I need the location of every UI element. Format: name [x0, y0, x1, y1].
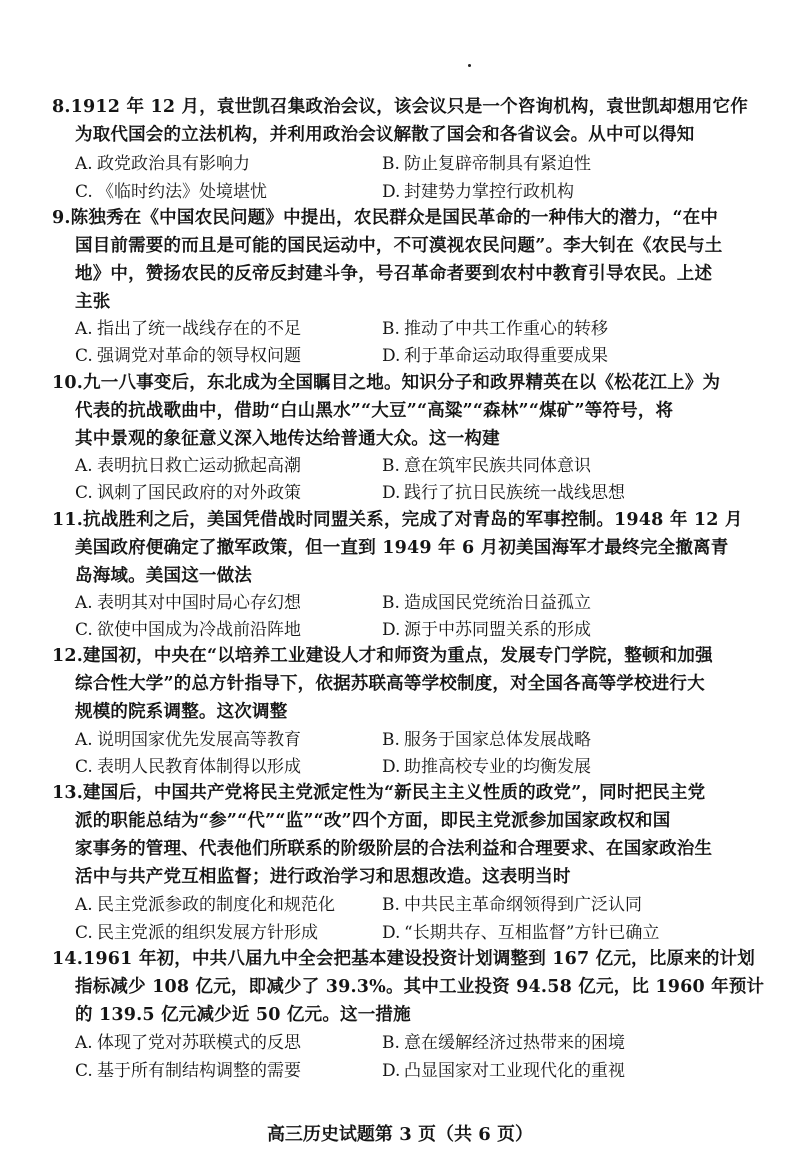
question-11-stem-line-1: 11.抗战胜利之后，美国凭借战时同盟关系，完成了对青岛的军事控制。1948 年 12 月: [52, 510, 743, 530]
option-text: “长期共存、互相监督”方针已确立: [404, 923, 660, 943]
option-letter: C.: [75, 182, 93, 202]
question-10-option-a[interactable]: [75, 453, 301, 479]
option-text: 指出了统一战线存在的不足: [97, 319, 301, 339]
question-8-option-a[interactable]: [75, 151, 250, 177]
option-letter: A.: [75, 456, 93, 476]
option-letter: D.: [382, 620, 401, 640]
option-text: 强调党对革命的领导权问题: [97, 346, 301, 366]
option-text: 表明其对中国时局心存幻想: [97, 593, 301, 613]
option-text: 政党政治具有影响力: [97, 154, 250, 174]
option-text: 封建势力掌控行政机构: [404, 182, 574, 202]
option-letter: A.: [75, 1033, 93, 1053]
question-14-stem-line-2: 指标减少 108 亿元，即减少了 39.3%。其中工业投资 94.58 亿元，比 1960 年预计: [75, 977, 765, 997]
question-11-option-b[interactable]: [382, 590, 591, 616]
option-text: 基于所有制结构调整的需要: [97, 1061, 301, 1081]
option-letter: D.: [382, 346, 401, 366]
question-13-stem-line-4: 活中与共产党互相监督；进行政治学习和思想改造。这表明当时: [75, 867, 571, 887]
question-11-option-d[interactable]: [382, 617, 591, 643]
option-text: 《临时约法》处境堪忧: [97, 182, 267, 202]
question-13-option-b[interactable]: [382, 892, 642, 918]
option-letter: D.: [382, 1061, 401, 1081]
question-8-stem-line-2: 为取代国会的立法机构，并利用政治会议解散了国会和各省议会。从中可以得知: [75, 125, 695, 145]
question-9-stem-line-1: 9.陈独秀在《中国农民问题》中提出，农民群众是国民革命的一种伟大的潜力，“在中: [52, 208, 719, 228]
option-letter: B.: [382, 593, 400, 613]
option-text: 践行了抗日民族统一战线思想: [404, 483, 625, 503]
option-text: 民主党派的组织发展方针形成: [97, 923, 318, 943]
page-footer: 高三历史试题第 3 页（共 6 页）: [266, 1124, 534, 1145]
option-text: 意在筑牢民族共同体意识: [404, 456, 591, 476]
option-text: 助推高校专业的均衡发展: [404, 757, 591, 777]
option-letter: A.: [75, 730, 93, 750]
question-number: 13.: [52, 783, 84, 803]
question-9-stem-line-2: 国目前需要的而且是可能的国民运动中，不可漠视农民问题”。李大钊在《农民与土: [75, 236, 723, 256]
question-number: 8.: [52, 97, 71, 117]
option-text: 表明人民教育体制得以形成: [97, 757, 301, 777]
question-11-option-c[interactable]: [75, 617, 301, 643]
option-letter: D.: [382, 483, 401, 503]
question-12-option-b[interactable]: [382, 727, 591, 753]
question-10-option-d[interactable]: [382, 480, 625, 506]
option-letter: B.: [382, 1033, 400, 1053]
option-letter: A.: [75, 593, 93, 613]
question-9-option-d[interactable]: [382, 343, 608, 369]
question-number: 9.: [52, 208, 71, 228]
option-letter: D.: [382, 923, 401, 943]
option-letter: A.: [75, 895, 93, 915]
option-letter: D.: [382, 757, 401, 777]
option-text: 利于革命运动取得重要成果: [404, 346, 608, 366]
question-11-option-a[interactable]: [75, 590, 301, 616]
question-10-option-b[interactable]: [382, 453, 591, 479]
option-letter: C.: [75, 346, 93, 366]
question-12-option-d[interactable]: [382, 754, 591, 780]
question-13-option-d[interactable]: [382, 920, 659, 946]
question-9-stem-line-4: 主张: [75, 292, 111, 312]
question-12-stem-line-1: 12.建国初，中央在“以培养工业建设人才和师资为重点，发展专门学院，整顿和加强: [52, 646, 713, 666]
option-letter: C.: [75, 923, 93, 943]
question-11-stem-line-3: 岛海域。美国这一做法: [75, 566, 252, 586]
option-letter: B.: [382, 456, 400, 476]
question-12-option-a[interactable]: [75, 727, 301, 753]
option-text: 中共民主革命纲领得到广泛认同: [404, 895, 642, 915]
question-13-stem-line-1: 13.建国后，中国共产党将民主党派定性为“新民主主义性质的政党”，同时把民主党: [52, 783, 706, 803]
option-text: 推动了中共工作重心的转移: [404, 319, 608, 339]
option-text: 民主党派参政的制度化和规范化: [97, 895, 335, 915]
question-11-stem-line-2: 美国政府便确定了撤军政策，但一直到 1949 年 6 月初美国海军才最终完全撤离青: [75, 538, 729, 558]
question-14-option-d[interactable]: [382, 1058, 625, 1084]
option-text: 源于中苏同盟关系的形成: [404, 620, 591, 640]
question-12-stem-line-3: 规模的院系调整。这次调整: [75, 702, 288, 722]
option-letter: C.: [75, 757, 93, 777]
option-letter: B.: [382, 154, 400, 174]
question-14-option-c[interactable]: [75, 1058, 301, 1084]
option-letter: C.: [75, 1061, 93, 1081]
question-10-option-c[interactable]: [75, 480, 301, 506]
question-13-option-c[interactable]: [75, 920, 318, 946]
question-13-stem-line-2: 派的职能总结为“参”“代”“监”“改”四个方面，即民主党派参加国家政权和国: [75, 811, 671, 831]
question-12-option-c[interactable]: [75, 754, 301, 780]
question-9-stem-line-3: 地》中，赞扬农民的反帝反封建斗争，号召革命者要到农村中教育引导农民。上述: [75, 264, 713, 284]
option-text: 欲使中国成为冷战前沿阵地: [97, 620, 301, 640]
question-13-option-a[interactable]: [75, 892, 335, 918]
question-10-stem-line-1: 10.九一八事变后，东北成为全国瞩目之地。知识分子和政界精英在以《松花江上》为: [52, 373, 721, 393]
option-text: 服务于国家总体发展战略: [404, 730, 591, 750]
option-letter: B.: [382, 895, 400, 915]
question-14-option-a[interactable]: [75, 1030, 301, 1056]
question-14-option-b[interactable]: [382, 1030, 625, 1056]
question-9-option-b[interactable]: [382, 316, 608, 342]
option-letter: C.: [75, 620, 93, 640]
question-10-stem-line-2: 代表的抗战歌曲中，借助“白山黑水”“大豆”“高粱”“森林”“煤矿”等符号，将: [75, 401, 674, 421]
question-9-option-a[interactable]: [75, 316, 301, 342]
option-text: 说明国家优先发展高等教育: [97, 730, 301, 750]
option-letter: C.: [75, 483, 93, 503]
option-letter: D.: [382, 182, 401, 202]
option-letter: A.: [75, 319, 93, 339]
question-9-option-c[interactable]: [75, 343, 301, 369]
question-number: 12.: [52, 646, 84, 666]
question-8-option-c[interactable]: [75, 179, 267, 205]
question-13-stem-line-3: 家事务的管理、代表他们所联系的阶级阶层的合法利益和合理要求、在国家政治生: [75, 839, 713, 859]
option-text: 表明抗日救亡运动掀起高潮: [97, 456, 301, 476]
option-text: 造成国民党统治日益孤立: [404, 593, 591, 613]
question-number: 11.: [52, 510, 84, 530]
question-8-option-b[interactable]: [382, 151, 591, 177]
option-text: 体现了党对苏联模式的反思: [97, 1033, 301, 1053]
option-text: 凸显国家对工业现代化的重视: [404, 1061, 625, 1081]
option-letter: B.: [382, 730, 400, 750]
question-10-stem-line-3: 其中景观的象征意义深入地传达给普通大众。这一构建: [75, 429, 500, 449]
scan-speck-decoration: [468, 64, 471, 67]
option-text: 讽刺了国民政府的对外政策: [97, 483, 301, 503]
question-8-option-d[interactable]: [382, 179, 574, 205]
question-14-stem-line-1: 14.1961 年初，中共八届九中全会把基本建设投资计划调整到 167 亿元，比原来的计划: [52, 949, 755, 969]
question-14-stem-line-3: 的 139.5 亿元减少近 50 亿元。这一措施: [75, 1005, 411, 1025]
question-number: 10.: [52, 373, 84, 393]
option-letter: A.: [75, 154, 93, 174]
option-text: 意在缓解经济过热带来的困境: [404, 1033, 625, 1053]
option-letter: B.: [382, 319, 400, 339]
question-12-stem-line-2: 综合性大学”的总方针指导下，依据苏联高等学校制度，对全国各高等学校进行大: [75, 674, 705, 694]
question-8-stem-line-1: 8.1912 年 12 月，袁世凯召集政治会议，该会议只是一个咨询机构，袁世凯却想用它作: [52, 97, 748, 117]
question-number: 14.: [52, 949, 84, 969]
option-text: 防止复辟帝制具有紧迫性: [404, 154, 591, 174]
